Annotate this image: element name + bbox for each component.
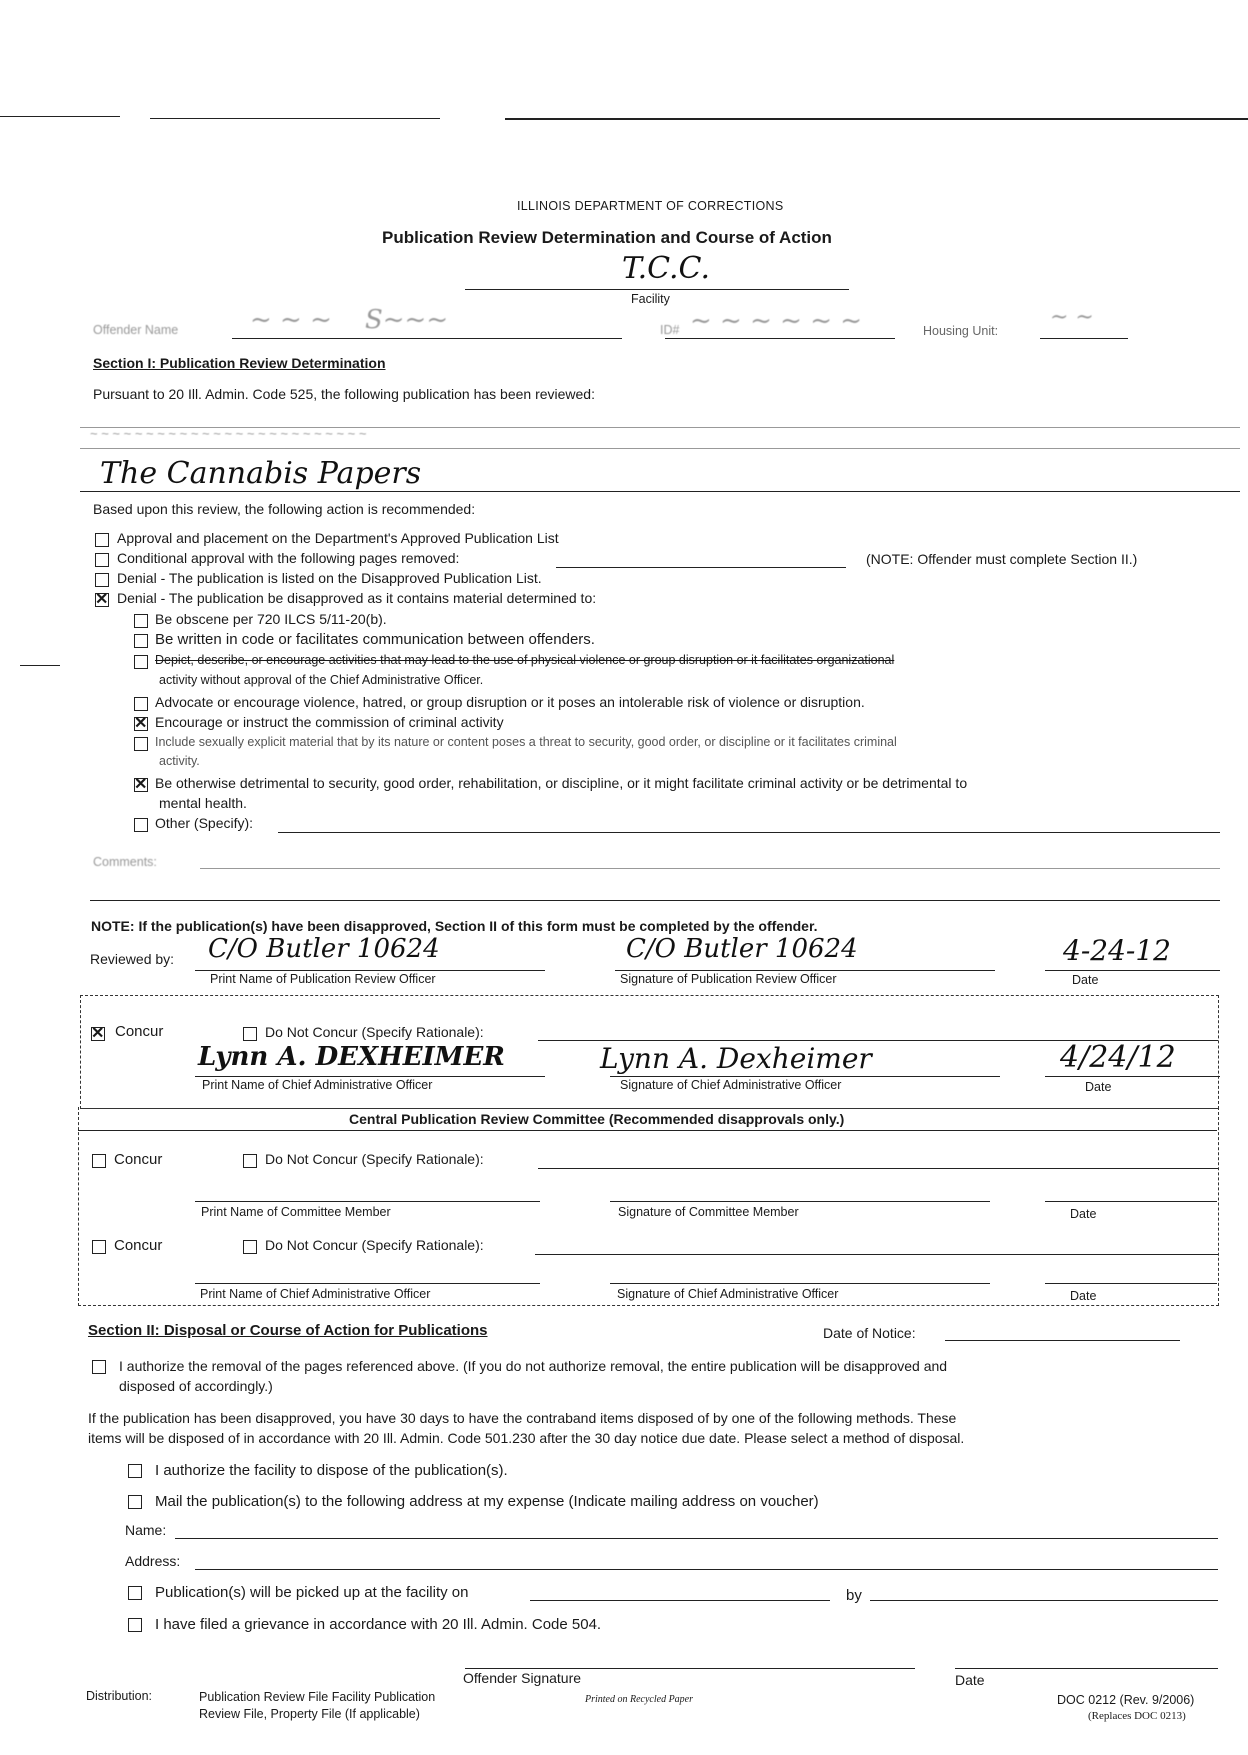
otherwise-label: Be otherwise detrimental to security, good order, rehabilitation, or discipline, or it might facilitate criminal activity or be detrimental to: [155, 775, 968, 791]
committee-date-line-2: [1045, 1283, 1217, 1284]
cao-concur-label: Concur: [115, 1023, 164, 1040]
based-upon-text: Based upon this review, the following action is recommended:: [93, 501, 476, 517]
approval-checkbox[interactable]: [95, 533, 109, 547]
committee-not-concur-checkbox-2[interactable]: [243, 1240, 257, 1254]
approval-label: Approval and placement on the Department's Approved Publication List: [117, 530, 559, 546]
denial-material-label: Denial - The publication be disapproved as it contains material determined to:: [117, 590, 597, 606]
print-name-pro-label: Print Name of Publication Review Officer: [210, 972, 436, 986]
offender-name-line: [232, 338, 622, 339]
signature-cao-label: Signature of Chief Administrative Officer: [620, 1078, 842, 1092]
otherwise-checkbox[interactable]: [134, 778, 148, 792]
reviewer-print-line: [195, 970, 545, 971]
code-checkbox[interactable]: [134, 634, 148, 648]
mail-label: Mail the publication(s) to the following address at my expense (Indicate mailing address on voucher): [155, 1493, 819, 1510]
cao-concur-checkbox[interactable]: [91, 1027, 105, 1041]
footer-date-label: Date: [955, 1672, 985, 1688]
conditional-pages-line: [556, 567, 846, 568]
scan-artifact-line: [150, 118, 440, 119]
scan-artifact-line: [505, 118, 1248, 120]
authorize-removal-label-cont: disposed of accordingly.): [119, 1378, 273, 1394]
review-date[interactable]: 4-24-12: [1063, 934, 1171, 967]
date-of-notice-label: Date of Notice:: [823, 1325, 916, 1341]
cao-signature-line: [610, 1076, 1000, 1077]
pickup-checkbox[interactable]: [128, 1586, 142, 1600]
form-number: DOC 0212 (Rev. 9/2006): [1057, 1693, 1195, 1707]
name-line[interactable]: [175, 1538, 1218, 1539]
dispose-label: I authorize the facility to dispose of the publication(s).: [155, 1462, 508, 1479]
committee-cao-signature-line: [610, 1283, 990, 1284]
committee-concur-label-1: Concur: [114, 1151, 163, 1168]
depict-label-cont: activity without approval of the Chief Administrative Officer.: [159, 673, 484, 687]
cao-signature[interactable]: Lynn A. Dexheimer: [600, 1042, 872, 1075]
committee-heading: Central Publication Review Committee (Recommended disapprovals only.): [349, 1111, 845, 1127]
authorize-removal-checkbox[interactable]: [92, 1360, 106, 1374]
scan-artifact-line: [0, 116, 120, 117]
committee-rationale-line-2: [535, 1254, 1218, 1255]
offender-signature-label: Offender Signature: [463, 1670, 582, 1686]
offender-name-value[interactable]: ~ ~ ~ S~~~: [250, 305, 449, 335]
reviewer-print-name[interactable]: C/O Butler 10624: [208, 934, 440, 964]
committee-heading-line: [78, 1130, 1217, 1131]
date-of-notice-line: [945, 1340, 1180, 1341]
committee-member-print-line: [195, 1201, 540, 1202]
sign-member-label: Signature of Committee Member: [618, 1205, 799, 1219]
pickup-label: Publication(s) will be picked up at the facility on: [155, 1584, 469, 1601]
address-line[interactable]: [195, 1569, 1218, 1570]
denial-listed-checkbox[interactable]: [95, 573, 109, 587]
other-label: Other (Specify):: [155, 815, 254, 831]
cao-not-concur-checkbox[interactable]: [243, 1027, 257, 1041]
footer-date-line[interactable]: [955, 1668, 1218, 1669]
distribution-line-2: Review File, Property File (If applicable): [199, 1707, 420, 1721]
committee-not-concur-label-2: Do Not Concur (Specify Rationale):: [265, 1237, 484, 1253]
depict-label: Depict, describe, or encourage activities that may lead to the use of physical violence or group disruption or it facilitates organizational: [155, 653, 895, 667]
cao-print-name[interactable]: Lynn A. DEXHEIMER: [198, 1042, 505, 1072]
print-member-label: Print Name of Committee Member: [201, 1205, 391, 1219]
id-label: ID#: [660, 323, 680, 337]
mail-checkbox[interactable]: [128, 1495, 142, 1509]
name-label: Name:: [125, 1522, 167, 1538]
department-name: ILLINOIS DEPARTMENT OF CORRECTIONS: [517, 199, 784, 213]
facility-label: Facility: [631, 292, 670, 306]
section1-heading: Section I: Publication Review Determination: [93, 355, 386, 371]
publication-line-3: [80, 491, 1240, 492]
cao-date[interactable]: 4/24/12: [1060, 1040, 1176, 1075]
obscene-checkbox[interactable]: [134, 614, 148, 628]
dispose-checkbox[interactable]: [128, 1464, 142, 1478]
cao-date-label: Date: [1085, 1080, 1112, 1094]
sexually-label-cont: activity.: [159, 754, 200, 768]
reviewer-signature[interactable]: C/O Butler 10624: [626, 934, 858, 964]
distribution-line-1: Publication Review File Facility Publication: [199, 1690, 436, 1704]
committee-cao-print-line: [195, 1283, 540, 1284]
id-line: [665, 338, 895, 339]
committee-date-label-1: Date: [1070, 1207, 1097, 1221]
print-cao-label: Print Name of Chief Administrative Officer: [200, 1287, 431, 1301]
advocate-label: Advocate or encourage violence, hatred, or group disruption or it poses an intolerable risk of violence or disruption.: [155, 694, 865, 710]
encourage-checkbox[interactable]: [134, 717, 148, 731]
committee-rationale-line-1: [538, 1168, 1218, 1169]
conditional-label: Conditional approval with the following pages removed:: [117, 550, 460, 566]
disapproved-paragraph-2: items will be disposed of in accordance with 20 Ill. Admin. Code 501.230 after the 30 day notice due date. Please select a method of disposal.: [88, 1430, 965, 1446]
sign-cao-label: Signature of Chief Administrative Officer: [617, 1287, 839, 1301]
distribution-label: Distribution:: [86, 1689, 152, 1703]
reviewer-signature-line: [615, 970, 995, 971]
committee-date-label-2: Date: [1070, 1289, 1097, 1303]
print-name-cao-label: Print Name of Chief Administrative Officer: [202, 1078, 433, 1092]
committee-not-concur-checkbox-1[interactable]: [243, 1154, 257, 1168]
other-specify-line: [278, 832, 1220, 833]
comments-label: Comments:: [93, 855, 157, 869]
grievance-label: I have filed a grievance in accordance with 20 Ill. Admin. Code 504.: [155, 1616, 602, 1633]
signature-pro-label: Signature of Publication Review Officer: [620, 972, 837, 986]
housing-label: Housing Unit:: [923, 324, 999, 338]
denial-material-checkbox[interactable]: [95, 593, 109, 607]
committee-concur-checkbox-2[interactable]: [92, 1240, 106, 1254]
denial-listed-label: Denial - The publication is listed on the Disapproved Publication List.: [117, 570, 542, 586]
id-value[interactable]: ~ ~ ~ ~ ~ ~: [690, 306, 863, 336]
section2-heading: Section II: Disposal or Course of Action for Publications: [88, 1322, 488, 1339]
code-label: Be written in code or facilitates communication between offenders.: [155, 631, 595, 648]
conditional-note: (NOTE: Offender must complete Section II.): [866, 551, 1138, 567]
sexually-checkbox[interactable]: [134, 737, 148, 751]
offender-signature-line[interactable]: [465, 1668, 915, 1669]
encourage-label: Encourage or instruct the commission of criminal activity: [155, 714, 504, 730]
pursuant-text: Pursuant to 20 Ill. Admin. Code 525, the following publication has been reviewed:: [93, 386, 595, 402]
committee-member-signature-line: [610, 1201, 990, 1202]
review-date-label: Date: [1072, 973, 1099, 987]
cao-print-line: [195, 1076, 545, 1077]
facility-value[interactable]: T.C.C.: [622, 251, 710, 286]
authorize-removal-label: I authorize the removal of the pages referenced above. (If you do not authorize removal, the entire publication will be disapproved and: [119, 1358, 948, 1374]
disapproved-note: NOTE: If the publication(s) have been disapproved, Section II of this form must be completed by the offender.: [91, 918, 818, 934]
pickup-by-label: by: [846, 1587, 862, 1604]
grievance-checkbox[interactable]: [128, 1618, 142, 1632]
pickup-date-line[interactable]: [530, 1600, 830, 1601]
conditional-checkbox[interactable]: [95, 553, 109, 567]
committee-concur-label-2: Concur: [114, 1237, 163, 1254]
sexually-label: Include sexually explicit material that by its nature or content poses a threat to security, good order, or discipline or it facilitates criminal: [155, 735, 897, 749]
disapproved-paragraph-1: If the publication has been disapproved, you have 30 days to have the contraband items disposed of by one of the following methods. These: [88, 1410, 957, 1426]
publication-blurred: ~ ~ ~ ~ ~ ~ ~ ~ ~ ~ ~ ~ ~ ~ ~ ~ ~ ~ ~ ~ ~ ~ ~ ~ ~: [90, 426, 367, 441]
other-checkbox[interactable]: [134, 818, 148, 832]
pickup-by-line[interactable]: [870, 1600, 1218, 1601]
address-label: Address:: [125, 1553, 181, 1569]
housing-value[interactable]: ~ ~: [1050, 305, 1094, 330]
comments-line-1: [200, 868, 1220, 869]
publication-line-2: [80, 448, 1240, 449]
obscene-label: Be obscene per 720 ILCS 5/11-20(b).: [155, 611, 387, 627]
committee-date-line-1: [1045, 1201, 1217, 1202]
offender-name-label: Offender Name: [93, 323, 179, 337]
housing-line: [1040, 338, 1128, 339]
cao-date-line: [1045, 1076, 1220, 1077]
depict-checkbox[interactable]: [134, 655, 148, 669]
cao-not-concur-label: Do Not Concur (Specify Rationale):: [265, 1024, 484, 1040]
committee-concur-checkbox-1[interactable]: [92, 1154, 106, 1168]
form-title: Publication Review Determination and Course of Action: [382, 228, 832, 247]
publication-title[interactable]: The Cannabis Papers: [100, 456, 422, 491]
reviewed-by-label: Reviewed by:: [90, 951, 175, 967]
committee-not-concur-label-1: Do Not Concur (Specify Rationale):: [265, 1151, 484, 1167]
review-date-line: [1045, 970, 1220, 971]
scan-artifact-line: [20, 665, 60, 666]
recycled-note: Printed on Recycled Paper: [585, 1694, 694, 1705]
advocate-checkbox[interactable]: [134, 697, 148, 711]
otherwise-label-cont: mental health.: [159, 795, 247, 811]
comments-line-2: [90, 900, 1220, 901]
facility-line: [465, 289, 849, 290]
replaces-note: (Replaces DOC 0213): [1088, 1710, 1186, 1722]
